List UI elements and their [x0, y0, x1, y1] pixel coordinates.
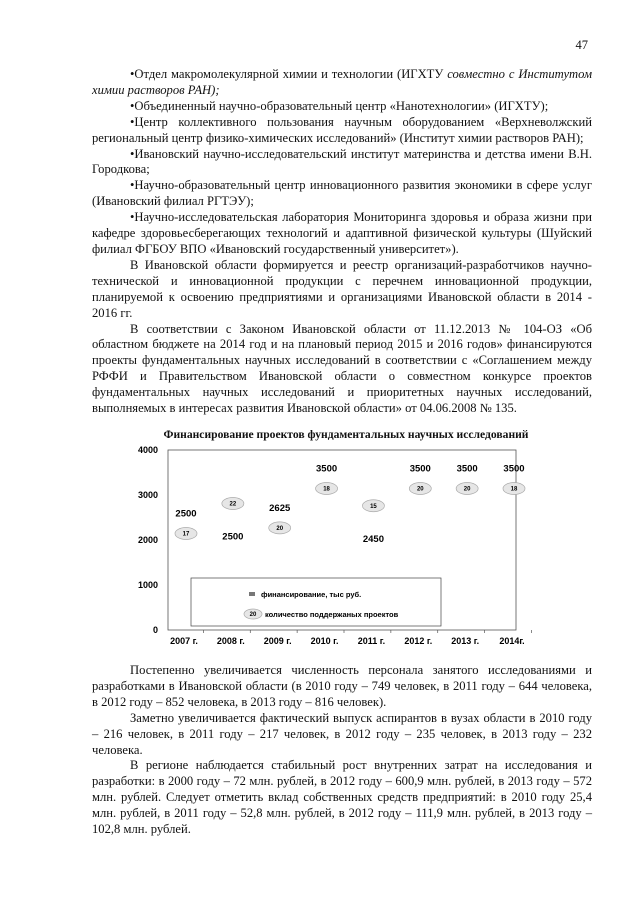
bullet-item — [92, 99, 592, 115]
bullet-dot-icon: • — [130, 98, 135, 113]
paragraph: В Ивановской области формируется и реестр организаций-разработчиков научно-технической и инновационной продукции с перечнем инновационной продукции, планируемой к освоению предприятиями и организациями Ивановской области в 2014 - 2016 гг. — [92, 257, 592, 320]
y-tick-label: 1000 — [137, 580, 158, 590]
x-tick-label: 2013 г. — [451, 636, 480, 646]
value-label: 2500 — [222, 531, 244, 543]
bullet-text: Ивановский научно-исследовательский институт материнства и детства имени В.Н. Городкова; — [92, 146, 592, 177]
y-tick-label: 4000 — [137, 445, 158, 455]
value-label: 3500 — [456, 463, 478, 475]
x-tick-label: 2008 г. — [216, 636, 245, 646]
value-label: 2500 — [175, 508, 197, 520]
x-tick-label: 2009 г. — [263, 636, 292, 646]
paragraph: Заметно увеличивается фактический выпуск аспирантов в вузах области в 2010 году – 216 человек, в 2011 году – 217 человек, в 2012 году – 235 человек, в 2013 году – 232 человека. — [92, 710, 592, 757]
legend-marker-financing — [249, 592, 255, 596]
chart-svg — [96, 428, 596, 650]
x-tick-label: 2014г. — [499, 636, 525, 646]
bullet-text: Научно-исследовательская лаборатория Мониторинга здоровья и образа жизни при кафедре здоровьесберегающих технологий и адаптивной физической культуры (Шуйский филиал ФГБОУ ВПО «Ивановский государственный университет»). — [92, 210, 592, 256]
legend-label-financing: финансирование, тыс руб. — [261, 590, 362, 599]
legend-label-count: количество поддержаных проектов — [265, 610, 399, 619]
bullet-text: Объединенный научно-образовательный центр «Нанотехнологии» (ИГХТУ); — [134, 98, 549, 113]
bullet-item — [92, 210, 592, 258]
chart — [96, 428, 596, 650]
body-text-bottom — [92, 663, 592, 838]
bullet-list — [92, 67, 592, 258]
bullet-item — [92, 115, 592, 147]
value-label: 3500 — [503, 463, 525, 475]
page-number: 47 — [575, 38, 588, 52]
x-tick-label: 2012 г. — [404, 636, 433, 646]
value-label: 3500 — [409, 463, 431, 475]
count-label: 17 — [182, 531, 190, 538]
bullet-item — [92, 178, 592, 210]
chart-title: Финансирование проектов фундаментальных научных исследований — [163, 428, 529, 441]
body-text-top — [92, 67, 592, 417]
bullet-dot-icon: • — [130, 146, 135, 161]
value-label: 2625 — [269, 502, 291, 514]
y-tick-label: 0 — [152, 625, 158, 635]
paragraphs-top — [92, 258, 592, 417]
bullet-dot-icon: • — [130, 67, 135, 81]
x-tick-label: 2007 г. — [170, 636, 198, 646]
count-label: 18 — [510, 486, 518, 493]
bullet-text: Отдел макромолекулярной химии и технологии (ИГХТУ — [134, 67, 448, 81]
count-label: 22 — [229, 501, 237, 508]
y-tick-label: 2000 — [137, 535, 158, 545]
count-label: 20 — [416, 486, 424, 493]
bullet-text: Научно-образовательный центр инновационного развития экономики в сфере услуг (Ивановский филиал РГТЭУ); — [92, 178, 592, 209]
paragraph: Постепенно увеличивается численность персонала занятого исследованиями и разработками в Ивановской области (в 2010 году – 749 человек, в 2011 году – 644 человека, в 2012 году – 852 человека, в 2013 году – 816 человек). — [92, 663, 592, 709]
bullet-dot-icon: • — [130, 178, 135, 193]
paragraph: В регионе наблюдается стабильный рост внутренних затрат на исследования и разработки: в 2000 году – 72 млн. рублей, в 2012 году – 600,9 млн. рублей, в 2013 году – 572 млн. рублей. Следует отметить вклад собственных средств предприятий: в 2010 году 25,4 млн. рублей, в 2011 году – 52,8 млн. рублей, в 2012 году – 111,9 млн. рублей, в 2013 году – 102,8 млн. рублей. — [92, 758, 592, 837]
value-label: 2450 — [362, 533, 384, 545]
bullet-dot-icon: • — [130, 114, 135, 129]
x-tick-label: 2010 г. — [310, 636, 339, 646]
bullet-item — [92, 67, 592, 99]
count-label: 18 — [323, 486, 330, 493]
paragraphs-bottom — [92, 663, 592, 838]
count-label: 20 — [276, 525, 284, 532]
bullet-text: Центр коллективного пользования научным оборудованием «Верхневолжский региональный центр физико-химических исследований» (Институт химии растворов РАН); — [92, 114, 592, 145]
paragraph: В соответствии с Законом Ивановской области от 11.12.2013 № 104-ОЗ «Об областном бюджете на 2014 год и на плановый период 2015 и 2016 годов» финансируются проекты фундаментальных научных исследований в соответствии с «Соглашением между РФФИ и Правительством Ивановской области о совместном конкурсе проектов фундаментальных научных исследований и приоритетных научных исследований, выполняемых в интересах развития Ивановской области» от 04.06.2008 № 135. — [92, 321, 592, 416]
x-tick-label: 2011 г. — [357, 636, 386, 646]
count-label: 15 — [370, 503, 377, 510]
y-tick-label: 3000 — [137, 490, 158, 500]
count-label: 20 — [463, 486, 471, 493]
bullet-text-italic: совместно с Институтом химии растворов РАН); — [92, 67, 592, 97]
value-label: 3500 — [316, 463, 338, 475]
bullet-dot-icon: • — [130, 210, 135, 225]
bullet-item — [92, 147, 592, 179]
legend-sample-count: 20 — [249, 612, 257, 618]
